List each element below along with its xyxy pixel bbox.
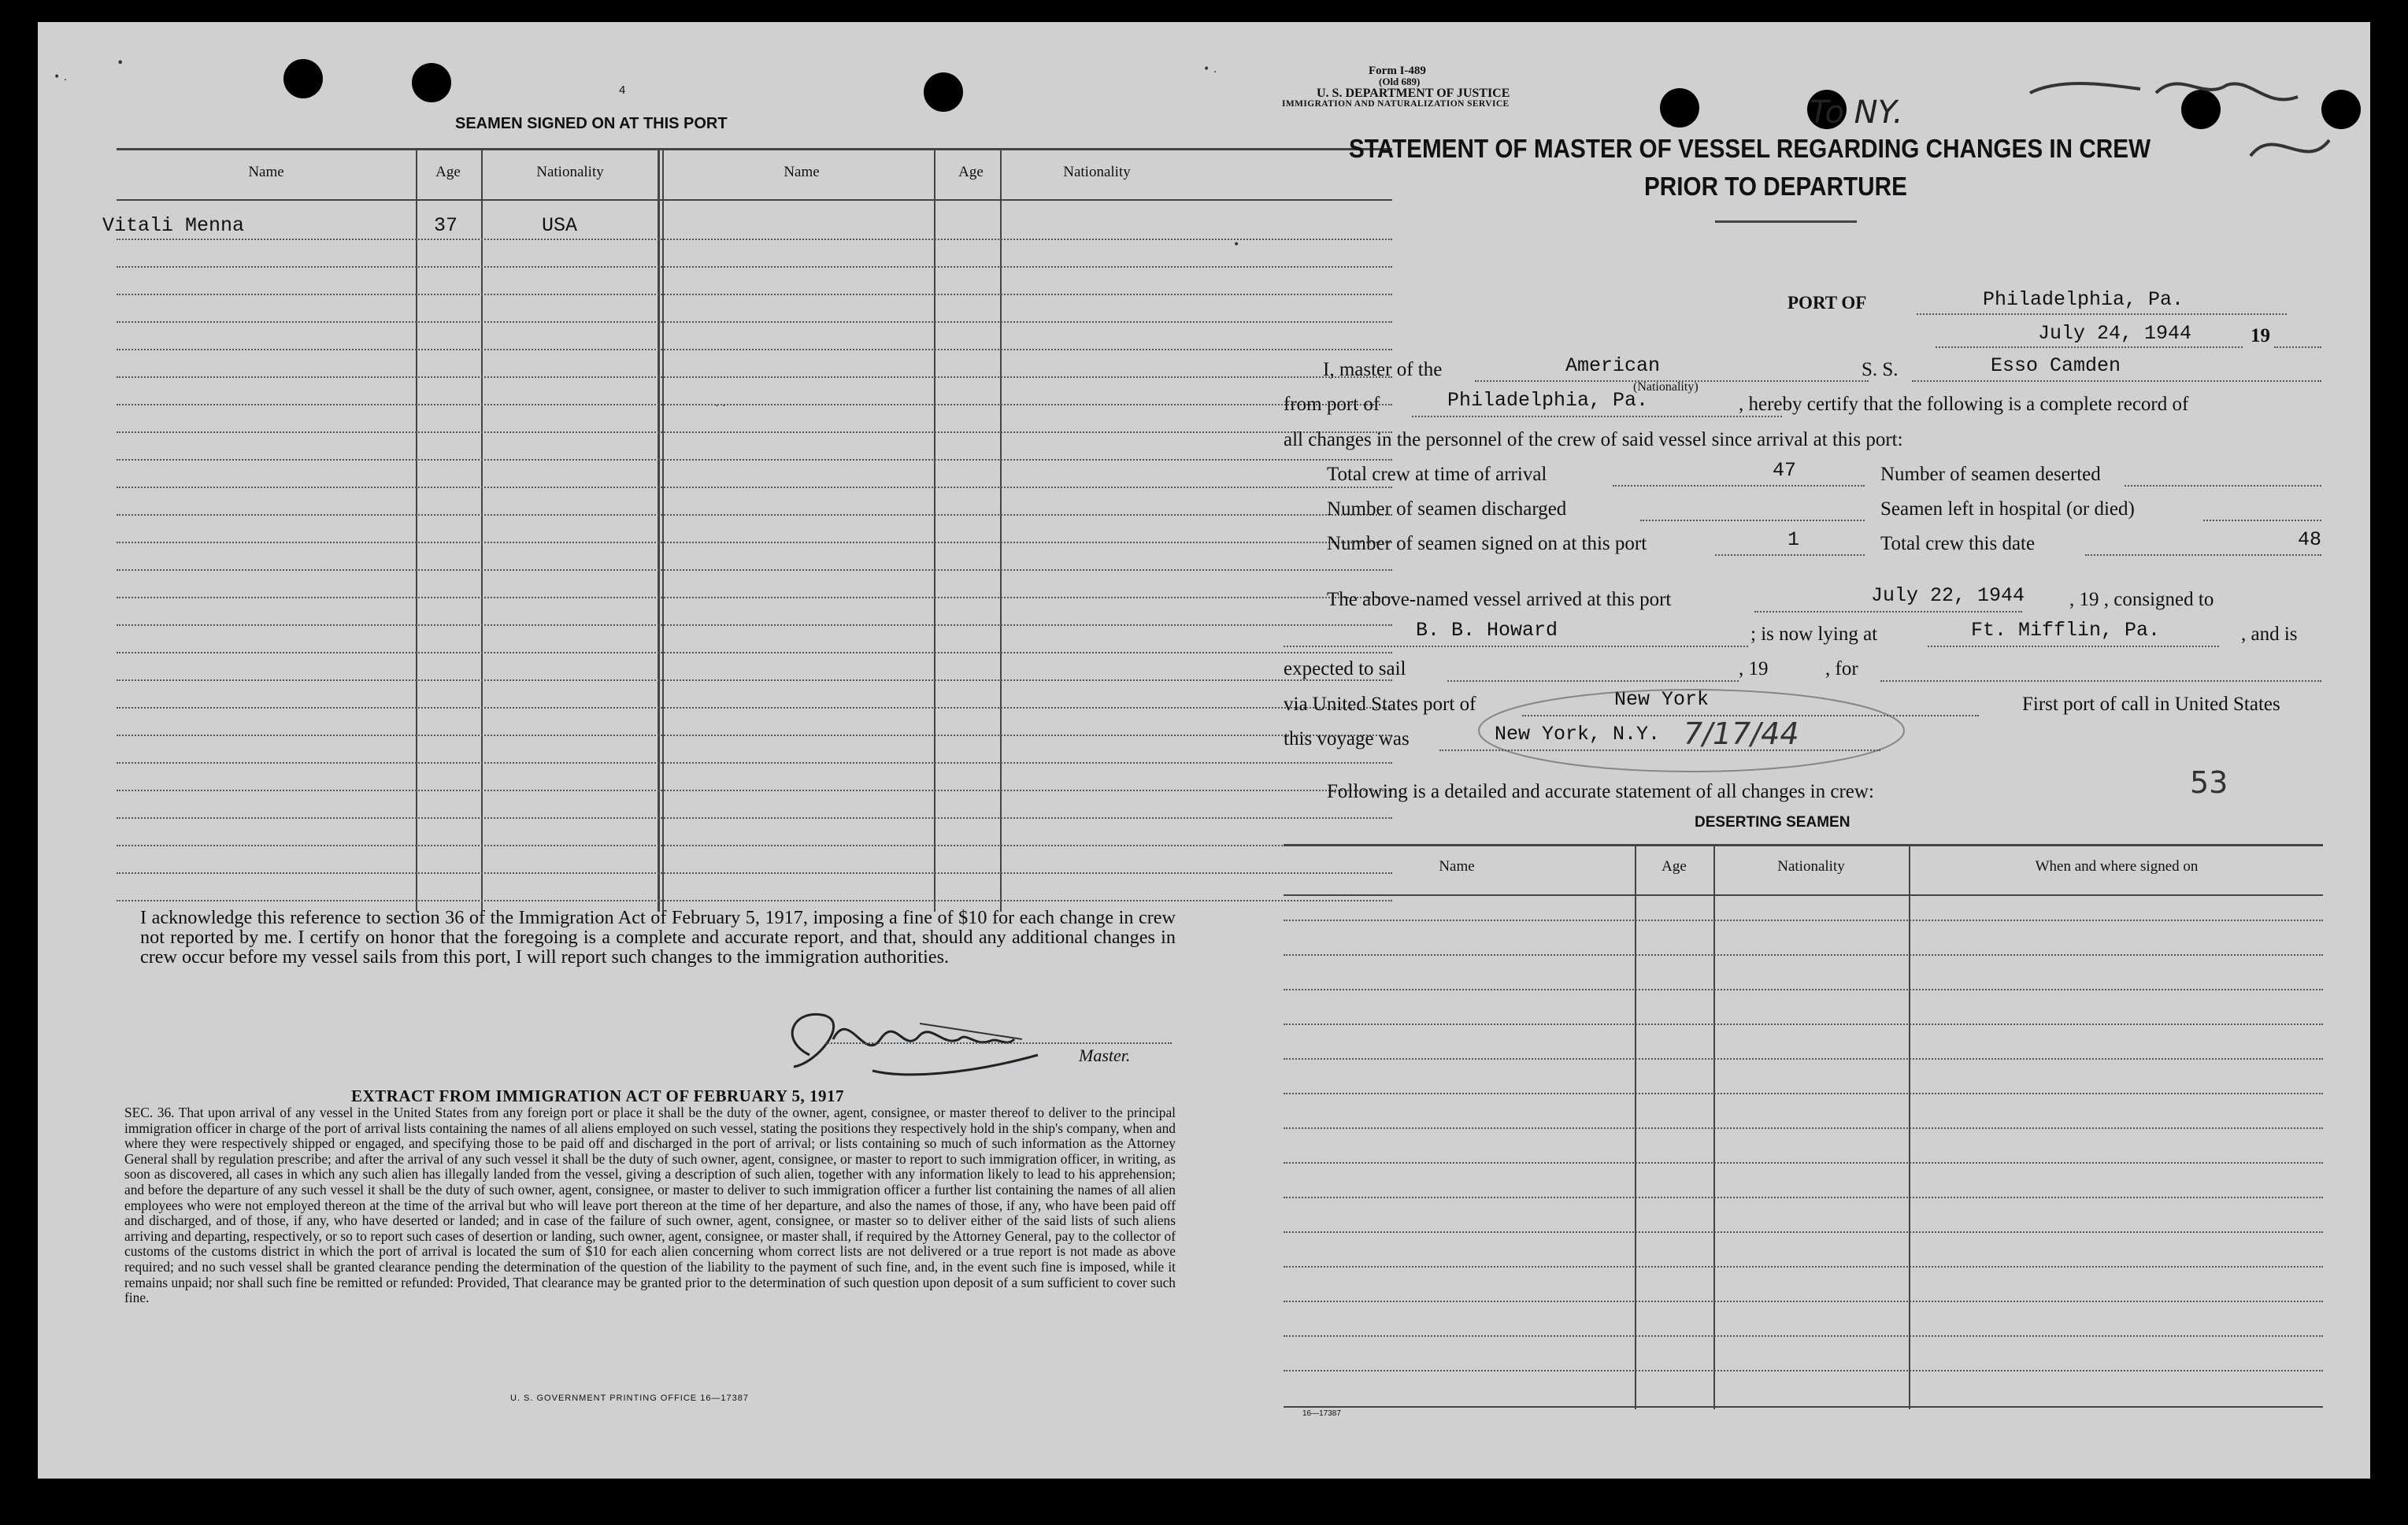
punch-hole bbox=[2386, 90, 2408, 129]
from-port-value: Philadelphia, Pa. bbox=[1447, 389, 1649, 412]
consignee-value: B. B. Howard bbox=[1416, 619, 1558, 642]
form-title-line1: STATEMENT OF MASTER OF VESSEL REGARDING CHANGES IN CREW bbox=[1349, 134, 2151, 163]
handwritten-destination: To NY. bbox=[1810, 94, 1903, 131]
column-header: Age bbox=[1662, 858, 1687, 875]
column-header: Name bbox=[248, 164, 284, 180]
consigned-label: , 19 , consigned to bbox=[2069, 589, 2214, 610]
department: U. S. DEPARTMENT OF JUSTICE bbox=[1317, 87, 1510, 100]
form-number: Form I-489 bbox=[1369, 65, 1426, 77]
document-sheet bbox=[38, 22, 2370, 1479]
seaman-age: 37 bbox=[434, 214, 458, 237]
punch-hole bbox=[1660, 88, 1699, 128]
faint-stamp bbox=[1336, 258, 1344, 279]
arrived-value: July 22, 1944 bbox=[1871, 584, 2025, 607]
voyage-value: New York, N.Y. bbox=[1495, 723, 1661, 746]
footer-code: 16—17387 bbox=[1302, 1409, 1341, 1418]
printer-line: U. S. GOVERNMENT PRINTING OFFICE 16—17387 bbox=[510, 1394, 750, 1403]
date-suffix: 19 bbox=[2251, 325, 2270, 346]
punch-hole bbox=[412, 63, 451, 102]
date-value: July 24, 1944 bbox=[2038, 322, 2192, 345]
total-date-value: 48 bbox=[2298, 528, 2322, 551]
following-label: Following is a detailed and accurate statement of all changes in crew: bbox=[1327, 781, 1874, 802]
total-arrival-label: Total crew at time of arrival bbox=[1327, 464, 1547, 485]
arrived-label: The above-named vessel arrived at this port bbox=[1327, 589, 1672, 610]
nationality-caption: (Nationality) bbox=[1633, 380, 1699, 394]
expected-label: expected to sail bbox=[1284, 658, 1406, 679]
total-date-label: Total crew this date bbox=[1880, 533, 2036, 554]
discharged-label: Number of seamen discharged bbox=[1327, 498, 1567, 520]
certify-text: , hereby certify that the following is a complete record of bbox=[1739, 394, 2189, 415]
punch-hole bbox=[924, 72, 963, 112]
expected-19: , 19 bbox=[1739, 658, 1769, 679]
column-header: Nationality bbox=[1777, 858, 1845, 875]
column-header: Nationality bbox=[536, 164, 604, 180]
old-number: (Old 689) bbox=[1379, 76, 1421, 87]
service: IMMIGRATION AND NATURALIZATION SERVICE bbox=[1282, 99, 1510, 109]
acknowledgment-text: I acknowledge this reference to section 36 of the Immigration Act of February 5, 1917, imposing a fine of $10 for each change in crew not reported by me. I certify on honor that the foregoing is a complete and accurate report, and that, should any additional changes in crew occur before my vessel sails from this port, I will report such changes to the immigration authorities. bbox=[140, 907, 1176, 968]
via-label: via United States port of bbox=[1284, 694, 1476, 715]
total-arrival-value: 47 bbox=[1773, 459, 1797, 482]
column-header: Name bbox=[784, 164, 820, 180]
lying-label: ; is now lying at bbox=[1750, 624, 1878, 645]
oval-stamp-outline bbox=[1471, 683, 1912, 778]
port-label: PORT OF bbox=[1787, 293, 1867, 313]
signed-on-label: Number of seamen signed on at this port bbox=[1327, 533, 1647, 554]
column-header: Name bbox=[1439, 858, 1475, 875]
from-port-label: from port of bbox=[1284, 394, 1380, 415]
seaman-nationality: USA bbox=[542, 214, 578, 237]
voyage-label: this voyage was bbox=[1284, 728, 1410, 750]
speck: • . bbox=[1203, 63, 1217, 76]
and-is-label: , and is bbox=[2241, 624, 2298, 645]
first-port-label: First port of call in United States bbox=[2022, 694, 2280, 715]
deserted-label: Number of seamen deserted bbox=[1880, 464, 2101, 485]
speck: • bbox=[117, 55, 124, 70]
extract-text: SEC. 36. That upon arrival of any vessel in the United States from any foreign port or place it shall be the duty of the owner, agent, consignee, or master thereof to deliver to the principal immigration officer in charge of the port of arrival lists containing the names of all aliens employed on such vessel, stating the positions they respectively hold in the ship's company, when and where they were respectively shipped or engaged, and specifying those to be paid off and discharged in the port of arrival; or lists containing so much of such information as the Attorney General shall by regulation prescribe; and after the arrival of any such vessel it shall be the duty of such owner, agent, consignee, or master to report to such immigration officer, in writing, as soon as discovered, all cases in which any such alien has illegally landed from the vessel, giving a description of such alien, together with any information likely to lead to his apprehension; and before the departure of any such vessel it shall be the duty of such owner, agent, consignee, or master to deliver to such immigration officer a further list containing the names of all alien employees who were not employed thereon at the time of the arrival but who will leave port thereon at the time of her departure, and also the names of those, if any, who have been paid off and discharged, and of those, if any, who have deserted or landed; and in case of the failure of such owner, agent, consignee, or master so to deliver either of the said lists of such aliens arriving and departing, respectively, or so to report such cases of desertion or landing, such owner, agent, consignee, or master shall, if required by the Attorney General, pay to the collector of customs of the customs district in which the port of arrival is located the sum of $10 for each alien concerning whom correct lists are not delivered or a true report is not made as above required; and no such vessel shall be granted clearance pending the determination of the question of the liability to the payment of such fine, and, in the event such fine is imposed, while it remains unpaid; nor shall such fine be remitted or refunded: Provided, That clearance may be granted prior to the determination of such question upon deposit of a sum sufficient to cover such fine. bbox=[124, 1105, 1176, 1306]
number-mark: 53 bbox=[2190, 765, 2228, 800]
hospital-label: Seamen left in hospital (or died) bbox=[1880, 498, 2135, 520]
voyage-date: 7/17/44 bbox=[1684, 716, 1799, 751]
speck: · · bbox=[715, 400, 726, 413]
column-header: Age bbox=[435, 164, 461, 180]
master-signature bbox=[762, 992, 1140, 1086]
section-title: SEAMEN SIGNED ON AT THIS PORT bbox=[455, 115, 728, 132]
certify-text-2: all changes in the personnel of the crew of said vessel since arrival at this port: bbox=[1284, 429, 1903, 450]
signed-on-value: 1 bbox=[1787, 528, 1800, 551]
port-value: Philadelphia, Pa. bbox=[1983, 288, 2184, 311]
lying-value: Ft. Mifflin, Pa. bbox=[1971, 619, 2161, 642]
master-of-label: I, master of the bbox=[1323, 359, 1443, 380]
deserting-title: DESERTING SEAMEN bbox=[1695, 814, 1850, 831]
punch-hole bbox=[283, 59, 323, 98]
extract-title: EXTRACT FROM IMMIGRATION ACT OF FEBRUARY 5, 1917 bbox=[351, 1086, 845, 1105]
handwritten-annotation-mark bbox=[2014, 54, 2345, 195]
via-value: New York bbox=[1614, 688, 1710, 711]
column-header: Age bbox=[958, 164, 984, 180]
ss-label: S. S. bbox=[1862, 359, 1899, 380]
nationality-value: American bbox=[1565, 354, 1661, 377]
speck: • . bbox=[54, 71, 68, 83]
seaman-name: Vitali Menna bbox=[102, 214, 245, 237]
column-header: When and where signed on bbox=[2035, 858, 2199, 875]
table-row bbox=[102, 214, 244, 237]
vessel-value: Esso Camden bbox=[1991, 354, 2121, 377]
for-label: , for bbox=[1825, 658, 1858, 679]
form-title-line2: PRIOR TO DEPARTURE bbox=[1644, 172, 1907, 201]
master-label: Master. bbox=[1079, 1046, 1131, 1065]
page-number: 4 bbox=[619, 83, 626, 97]
speck: • bbox=[1233, 239, 1240, 251]
column-header: Nationality bbox=[1063, 164, 1131, 180]
